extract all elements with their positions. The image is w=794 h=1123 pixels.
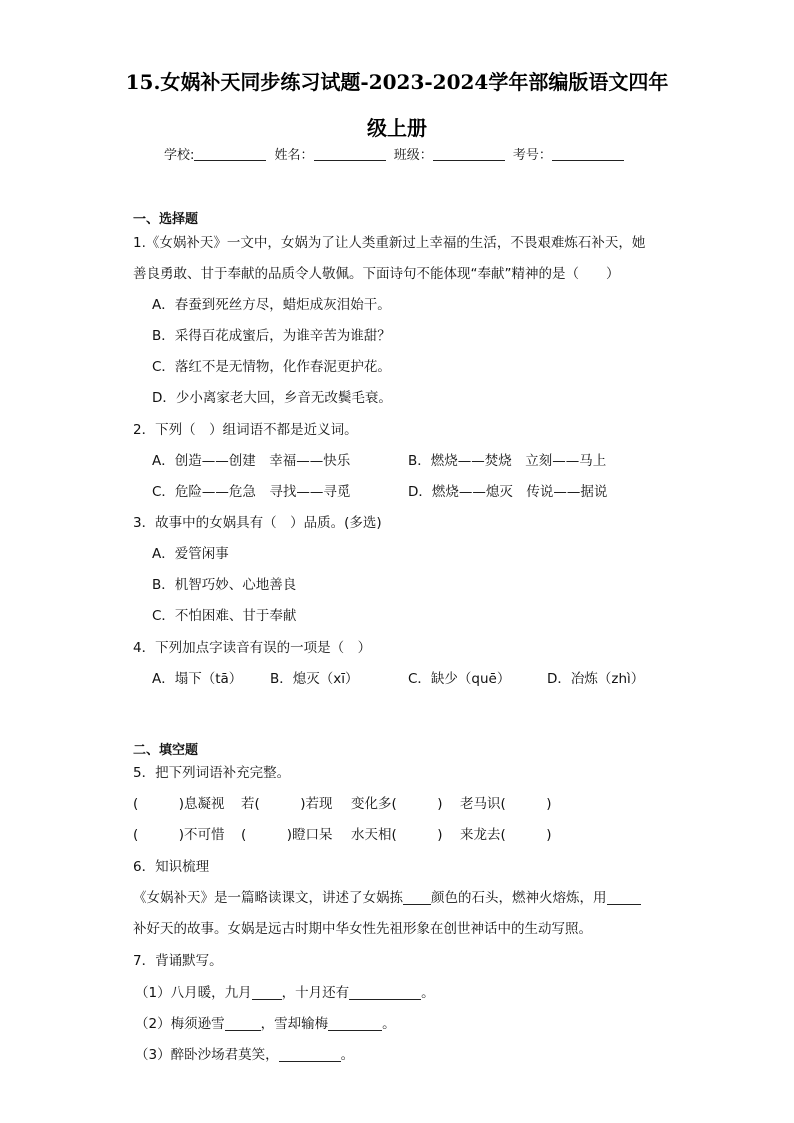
q3-stem: 3．故事中的女娲具有（ ）品质。(多选)	[133, 515, 382, 531]
q6-text: 颜色的石头，燃神火熔炼，用	[431, 890, 607, 906]
section-heading-fill: 二、填空题	[133, 743, 199, 758]
q7-text: ，十月还有	[281, 985, 350, 1001]
q1-option-c: C．落红不是无情物，化作春泥更护花。	[152, 359, 391, 375]
q7-line2	[135, 1015, 396, 1033]
q7-text: 。	[340, 1047, 355, 1063]
q7-blank[interactable]	[279, 1047, 341, 1062]
q5-item: 若( )若现	[241, 796, 333, 812]
q6-stem: 6．知识梳理	[133, 859, 210, 875]
q6-blank-tool[interactable]	[607, 890, 641, 905]
q2-option-a: A．创造——创建 幸福——快乐	[152, 453, 351, 469]
student-info-row	[164, 144, 628, 163]
q1-option-a: A．春蚕到死丝方尽，蜡炬成灰泪始干。	[152, 297, 391, 313]
q7-text: 。	[382, 1016, 396, 1032]
q6-text: 《女娲补天》是一篇略读课文，讲述了女娲拣	[133, 890, 403, 906]
q1-option-d: D．少小离家老大回，乡音无改鬓毛衰。	[152, 390, 392, 406]
q7-text: （2）梅须逊雪	[135, 1016, 225, 1032]
q4-option-c: C．缺少（quē）	[408, 671, 511, 687]
q7-line1	[135, 984, 435, 1002]
number-label: 考号：	[512, 148, 552, 163]
q2-option-d: D．燃烧——熄灭 传说——据说	[408, 484, 608, 500]
q5-stem: 5．把下列词语补充完整。	[133, 765, 291, 781]
name-label: 姓名：	[274, 148, 314, 163]
q4-stem: 4．下列加点字读音有误的一项是（ ）	[133, 640, 372, 656]
q4-option-d: D．冶炼（zhì）	[547, 671, 645, 687]
q1-stem-line2: 善良勇敢、甘于奉献的品质令人敬佩。下面诗句不能体现“奉献”精神的是（ ）	[133, 266, 620, 282]
q5-item: 老马识( )	[460, 796, 552, 812]
q7-blank[interactable]	[349, 985, 421, 1000]
q5-item: 变化多( )	[351, 796, 443, 812]
q4-option-b: B．熄灭（xī）	[270, 671, 359, 687]
q1-stem-line1: 1.《女娲补天》一文中，女娲为了让人类重新过上幸福的生活，不畏艰难炼石补天，她	[133, 235, 646, 251]
q7-text: （1）八月暖，九月	[135, 985, 252, 1001]
section-heading-choice: 一、选择题	[133, 212, 199, 227]
q1-option-b: B．采得百花成蜜后，为谁辛苦为谁甜？	[152, 328, 391, 344]
q3-option-b: B．机智巧妙、心地善良	[152, 577, 297, 593]
q5-item: 水天相( )	[351, 827, 443, 843]
q7-line3	[135, 1046, 354, 1064]
q3-option-c: C．不怕困难、甘于奉献	[152, 608, 297, 624]
school-field[interactable]	[194, 147, 266, 161]
class-field[interactable]	[433, 147, 505, 161]
q5-item: ( )瞪口呆	[241, 827, 333, 843]
q7-blank[interactable]	[328, 1016, 382, 1031]
q2-stem: 2．下列（ ）组词语不都是近义词。	[133, 422, 358, 438]
q6-line2: 补好天的故事。女娲是远古时期中华女性先祖形象在创世神话中的生动写照。	[133, 921, 592, 937]
q7-blank[interactable]	[225, 1016, 261, 1031]
q5-item: ( )不可惜	[133, 827, 225, 843]
number-field[interactable]	[552, 147, 624, 161]
page-title-line1: 15.女娲补天同步练习试题-2023-2024学年部编版语文四年	[125, 70, 669, 94]
q5-item: 来龙去( )	[460, 827, 552, 843]
q3-option-a: A．爱管闲事	[152, 546, 229, 562]
q2-option-c: C．危险——危急 寻找——寻觅	[152, 484, 351, 500]
school-label: 学校:	[164, 148, 195, 163]
class-label: 班级：	[393, 148, 433, 163]
q7-text: ，雪却输梅	[260, 1016, 329, 1032]
q2-option-b: B．燃烧——焚烧 立刻——马上	[408, 453, 607, 469]
page-title-line2: 级上册	[367, 116, 427, 140]
q4-option-a: A．塌下（tā）	[152, 671, 243, 687]
q7-text: 。	[421, 985, 435, 1001]
q7-blank[interactable]	[252, 985, 282, 1000]
q6-blank-color[interactable]	[403, 890, 431, 905]
q7-stem: 7．背诵默写。	[133, 953, 223, 969]
q6-line1	[133, 889, 641, 907]
q5-item: ( )息凝视	[133, 796, 225, 812]
q7-text: （3）醉卧沙场君莫笑，	[135, 1047, 279, 1063]
name-field[interactable]	[314, 147, 386, 161]
